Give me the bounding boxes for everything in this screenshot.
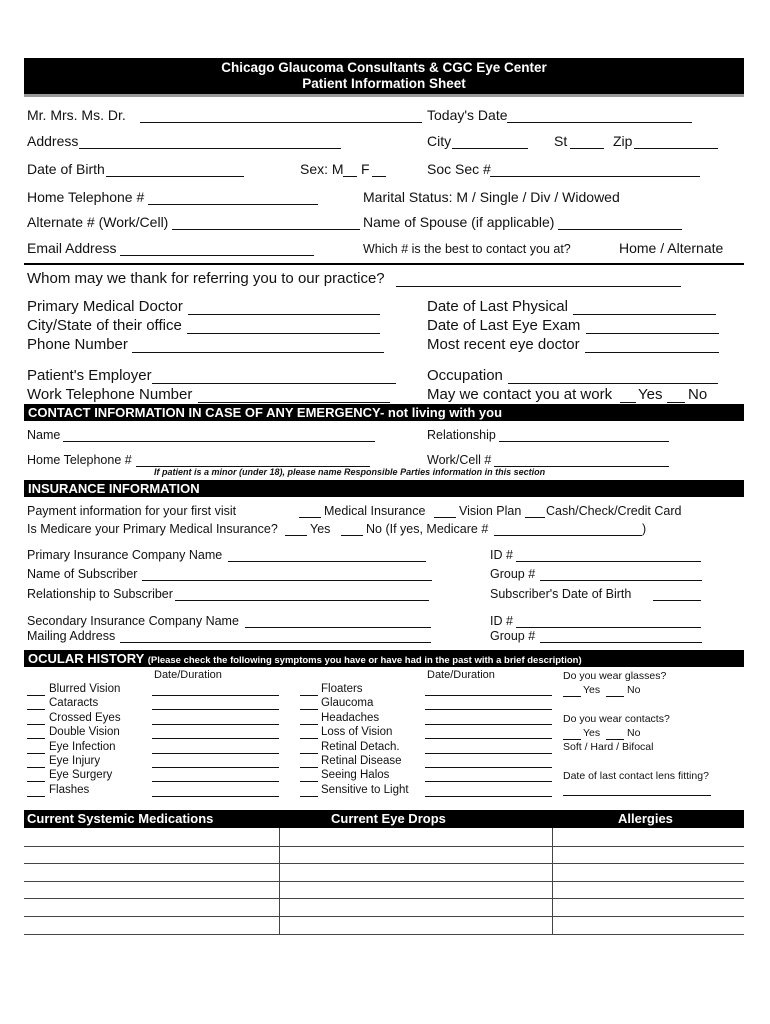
relationship-subscriber-label: Relationship to Subscriber	[27, 587, 173, 601]
symptom-checkbox[interactable]	[300, 781, 318, 782]
primary-insurance-field[interactable]	[228, 561, 426, 562]
zip-field[interactable]	[634, 148, 718, 149]
glasses-no-label: No	[627, 684, 641, 696]
spouse-label: Name of Spouse (if applicable)	[363, 214, 555, 230]
symptom-date-field[interactable]	[152, 724, 279, 725]
symptom-label: Double Vision	[49, 726, 120, 739]
symptom-label: Eye Injury	[49, 755, 101, 767]
secondary-insurance-label: Secondary Insurance Company Name	[27, 614, 239, 628]
symptom-label: Retinal Detach.	[321, 740, 400, 753]
sex-f-label: F	[361, 161, 370, 177]
symptom-checkbox[interactable]	[300, 796, 318, 797]
table-row-line	[24, 934, 744, 935]
glasses-question: Do you wear glasses?	[563, 670, 667, 682]
subscriber-dob-label: Subscriber's Date of Birth	[490, 587, 632, 601]
todays-date-field[interactable]	[507, 122, 692, 123]
symptom-label: Crossed Eyes	[49, 711, 121, 724]
symptom-checkbox[interactable]	[300, 695, 318, 696]
symptom-date-field[interactable]	[152, 781, 279, 782]
section-divider	[24, 263, 744, 265]
insurance-section-header	[24, 480, 744, 497]
secondary-id-field[interactable]	[516, 627, 701, 628]
office-city-state-label: City/State of their office	[27, 317, 182, 334]
table-column-divider	[279, 828, 280, 934]
symptom-label: Eye Infection	[49, 740, 116, 753]
work-tel-label: Work Telephone Number	[27, 386, 193, 403]
symptom-date-field[interactable]	[152, 753, 279, 754]
medical-insurance-check[interactable]	[299, 517, 321, 518]
emergency-name-label: Name	[27, 428, 61, 442]
contacts-yes-check[interactable]	[563, 739, 581, 740]
symptom-checkbox[interactable]	[27, 753, 45, 754]
table-row-line	[24, 863, 744, 864]
symptom-date-field[interactable]	[425, 738, 552, 739]
best-contact-options: Home / Alternate	[619, 240, 724, 256]
phone-field[interactable]	[132, 352, 384, 353]
state-label: St	[554, 133, 568, 149]
ssn-label: Soc Sec #	[427, 161, 491, 177]
glasses-yes-check[interactable]	[563, 696, 581, 697]
secondary-insurance-field[interactable]	[245, 627, 431, 628]
email-label: Email Address	[27, 240, 117, 256]
phone-label: Phone Number	[27, 336, 128, 353]
symptom-date-field[interactable]	[425, 753, 552, 754]
medications-table-header	[24, 810, 744, 828]
referral-label: Whom may we thank for referring you to our practice?	[27, 270, 385, 287]
symptom-date-field[interactable]	[425, 695, 552, 696]
glasses-no-check[interactable]	[606, 696, 624, 697]
cash-label: Cash/Check/Credit Card	[546, 504, 682, 518]
secondary-id-label: ID #	[490, 614, 513, 628]
symptom-label: Flashes	[49, 783, 90, 796]
subscriber-label: Name of Subscriber	[27, 567, 138, 581]
symptom-checkbox[interactable]	[27, 695, 45, 696]
vision-plan-check[interactable]	[434, 517, 456, 518]
medicare-no-check[interactable]	[341, 535, 363, 536]
mailing-address-label: Mailing Address	[27, 629, 116, 643]
medicare-no-label: No (If yes, Medicare #	[366, 522, 489, 536]
last-physical-field[interactable]	[573, 314, 716, 315]
last-physical-label: Date of Last Physical	[427, 298, 568, 315]
emergency-relationship-field[interactable]	[499, 441, 669, 442]
contacts-no-check[interactable]	[606, 739, 624, 740]
alternate-tel-label: Alternate # (Work/Cell)	[27, 214, 169, 230]
symptom-checkbox[interactable]	[27, 796, 45, 797]
recent-eye-doctor-label: Most recent eye doctor	[427, 336, 580, 353]
last-eye-exam-label: Date of Last Eye Exam	[427, 317, 581, 334]
best-contact-label: Which # is the best to contact you at?	[363, 242, 571, 256]
emergency-name-field[interactable]	[63, 441, 375, 442]
ssn-field[interactable]	[490, 176, 700, 177]
ocular-section-title: OCULAR HISTORY	[28, 651, 145, 666]
symptom-label: Cataracts	[49, 697, 99, 710]
medicare-number-field[interactable]	[494, 535, 642, 536]
eye-drops-header: Current Eye Drops	[331, 811, 446, 826]
symptom-checkbox[interactable]	[300, 738, 318, 739]
table-row-line	[24, 898, 744, 899]
contacts-question: Do you wear contacts?	[563, 713, 670, 725]
symptom-date-field[interactable]	[152, 695, 279, 696]
emergency-section-title: CONTACT INFORMATION IN CASE OF ANY EMERGENCY- not living with you	[28, 405, 503, 420]
insurance-section-title: INSURANCE INFORMATION	[28, 481, 200, 496]
symptom-label: Eye Surgery	[49, 769, 113, 782]
ocular-section-subtitle: (Please check the following symptoms you have or have had in the past with a brief description)	[147, 655, 582, 666]
symptom-checkbox[interactable]	[27, 781, 45, 782]
contact-at-work-label: May we contact you at work	[427, 386, 613, 403]
symptom-label: Blurred Vision	[49, 683, 121, 695]
spouse-field[interactable]	[558, 229, 682, 230]
payment-label: Payment information for your first visit	[27, 504, 237, 518]
symptom-date-field[interactable]	[425, 781, 552, 782]
secondary-group-field[interactable]	[540, 642, 702, 643]
symptom-checkbox[interactable]	[27, 767, 45, 768]
medicare-close-paren: )	[642, 522, 647, 536]
dob-label: Date of Birth	[27, 161, 105, 177]
emergency-work-cell-label: Work/Cell #	[427, 453, 492, 467]
relationship-subscriber-field[interactable]	[175, 600, 429, 601]
table-column-divider	[552, 828, 553, 934]
right-date-duration-header: Date/Duration	[427, 669, 495, 681]
table-row-line	[24, 846, 744, 847]
symptom-checkbox[interactable]	[27, 709, 45, 710]
medical-insurance-label: Medical Insurance	[324, 504, 426, 518]
symptom-label: Loss of Vision	[321, 726, 393, 739]
last-eye-exam-field[interactable]	[586, 333, 719, 334]
medicare-yes-label: Yes	[310, 522, 331, 536]
symptom-checkbox[interactable]	[300, 767, 318, 768]
referral-field[interactable]	[396, 286, 681, 287]
allergies-header: Allergies	[618, 811, 673, 826]
symptom-date-field[interactable]	[152, 767, 279, 768]
symptom-label: Headaches	[321, 711, 380, 724]
sex-f-field[interactable]	[372, 176, 386, 177]
minor-note: If patient is a minor (under 18), please name Responsible Parties information in this section	[154, 467, 546, 477]
home-tel-label: Home Telephone #	[27, 189, 145, 205]
address-label: Address	[27, 133, 79, 149]
symptom-date-field[interactable]	[152, 738, 279, 739]
name-field[interactable]	[140, 122, 422, 123]
alternate-tel-field[interactable]	[172, 229, 360, 230]
symptom-checkbox[interactable]	[300, 724, 318, 725]
office-city-state-field[interactable]	[187, 333, 380, 334]
left-date-duration-header: Date/Duration	[154, 669, 222, 681]
symptom-date-field[interactable]	[425, 796, 552, 797]
occupation-field[interactable]	[508, 383, 718, 384]
form-title-banner	[24, 58, 744, 94]
primary-group-field[interactable]	[540, 580, 702, 581]
practice-name: Chicago Glaucoma Consultants & CGC Eye Center	[221, 60, 547, 75]
symptom-date-field[interactable]	[425, 767, 552, 768]
symptom-checkbox[interactable]	[300, 753, 318, 754]
glasses-yes-label: Yes	[583, 684, 601, 696]
contact-work-no-label: No	[688, 386, 708, 403]
pcp-field[interactable]	[188, 314, 380, 315]
symptom-label: Seeing Halos	[321, 769, 390, 782]
table-row-line	[24, 916, 744, 917]
medicare-question: Is Medicare your Primary Medical Insurance?	[27, 522, 278, 536]
sex-m-field[interactable]	[343, 176, 357, 177]
table-row-line	[24, 881, 744, 882]
employer-field[interactable]	[152, 383, 396, 384]
symptom-date-field[interactable]	[152, 709, 279, 710]
city-label: City	[427, 133, 452, 149]
recent-eye-doctor-field[interactable]	[585, 352, 719, 353]
pcp-label: Primary Medical Doctor	[27, 298, 183, 315]
medicare-yes-check[interactable]	[285, 535, 307, 536]
zip-label: Zip	[613, 133, 633, 149]
email-field[interactable]	[120, 255, 314, 256]
state-field[interactable]	[570, 148, 604, 149]
symptom-label: Sensitive to Light	[321, 783, 409, 796]
todays-date-label: Today's Date	[427, 107, 508, 123]
primary-id-label: ID #	[490, 548, 513, 562]
contact-work-yes-label: Yes	[638, 386, 663, 403]
primary-insurance-label: Primary Insurance Company Name	[27, 548, 223, 562]
city-field[interactable]	[452, 148, 528, 149]
ocular-section-header	[24, 650, 744, 667]
occupation-label: Occupation	[427, 367, 503, 384]
primary-id-field[interactable]	[516, 561, 701, 562]
emergency-home-tel-label: Home Telephone #	[27, 453, 132, 467]
vision-plan-label: Vision Plan	[459, 504, 522, 518]
work-tel-field[interactable]	[198, 402, 390, 403]
subscriber-dob-field[interactable]	[653, 600, 701, 601]
symptom-date-field[interactable]	[425, 709, 552, 710]
symptom-date-field[interactable]	[425, 724, 552, 725]
employer-label: Patient's Employer	[27, 367, 152, 384]
contact-work-yes-field[interactable]	[620, 402, 636, 403]
lens-type-options: Soft / Hard / Bifocal	[563, 741, 654, 753]
dob-field[interactable]	[106, 176, 244, 177]
secondary-group-label: Group #	[490, 629, 536, 643]
symptom-label: Floaters	[321, 683, 363, 695]
cash-check[interactable]	[525, 517, 545, 518]
form-title: Patient Information Sheet	[302, 76, 466, 91]
subscriber-field[interactable]	[142, 580, 432, 581]
contact-work-no-field[interactable]	[667, 402, 685, 403]
contacts-no-label: No	[627, 727, 641, 739]
home-tel-field[interactable]	[148, 204, 318, 205]
primary-group-label: Group #	[490, 567, 536, 581]
symptom-label: Glaucoma	[321, 697, 374, 710]
mailing-address-field[interactable]	[120, 642, 431, 643]
name-label: Mr. Mrs. Ms. Dr.	[27, 107, 126, 123]
symptom-checkbox[interactable]	[27, 738, 45, 739]
last-fitting-question: Date of last contact lens fitting?	[563, 770, 709, 782]
symptom-label: Retinal Disease	[321, 755, 402, 767]
marital-status-label: Marital Status: M / Single / Div / Widowed	[363, 189, 620, 205]
sex-label: Sex: M	[300, 161, 344, 177]
contacts-yes-label: Yes	[583, 727, 601, 739]
symptom-checkbox[interactable]	[27, 724, 45, 725]
emergency-relationship-label: Relationship	[427, 428, 496, 442]
symptom-checkbox[interactable]	[300, 709, 318, 710]
emergency-section-header	[24, 404, 744, 421]
systemic-medications-header: Current Systemic Medications	[27, 811, 214, 826]
last-fitting-field[interactable]	[563, 795, 711, 796]
address-field[interactable]	[79, 148, 341, 149]
symptom-date-field[interactable]	[152, 796, 279, 797]
